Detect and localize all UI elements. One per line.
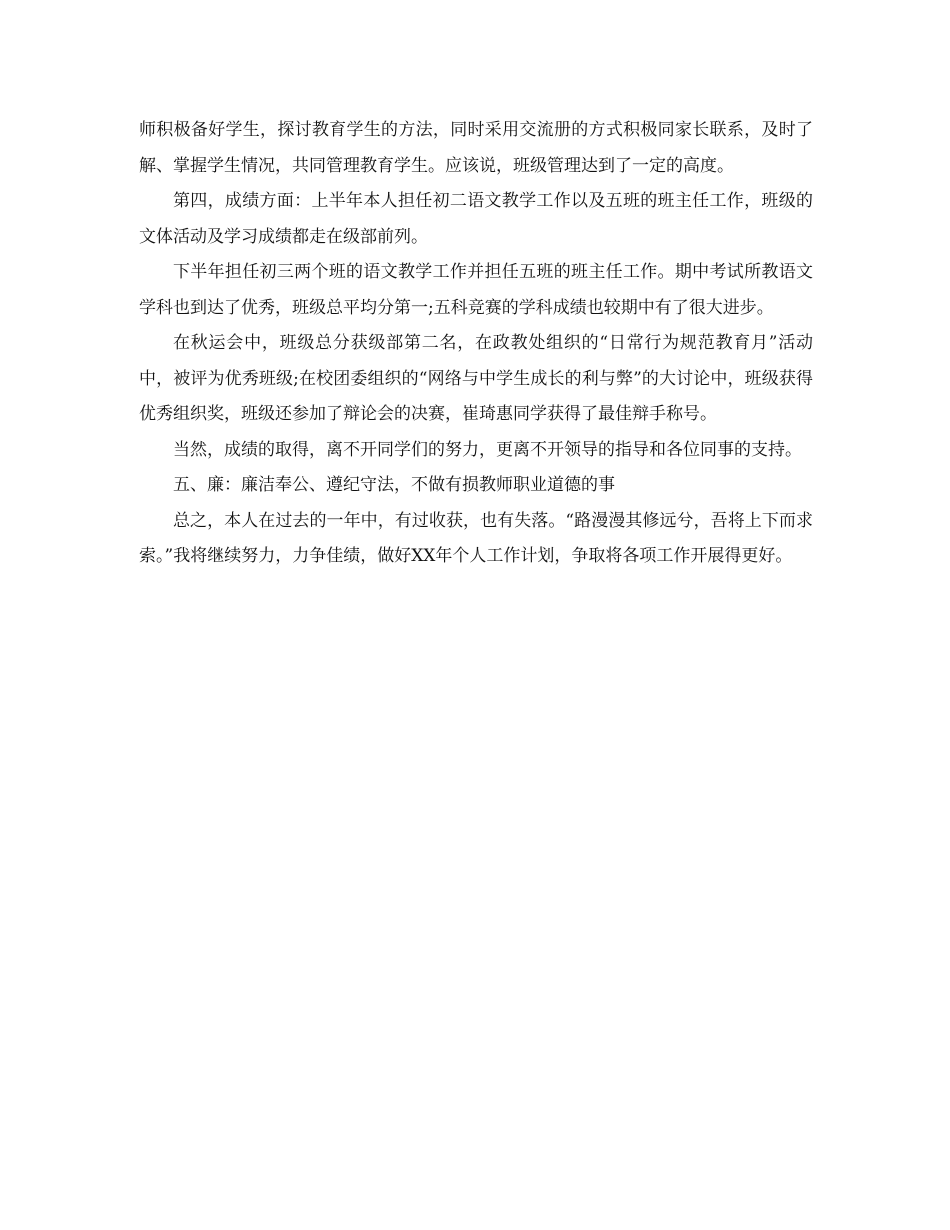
paragraph-integrity: 五、廉：廉洁奉公、遵纪守法，不做有损教师职业道德的事 xyxy=(173,475,615,495)
document-body xyxy=(139,113,813,575)
paragraph-conclusion: 总之，本人在过去的一年中，有过收获，也有失落。“路漫漫其修远兮，吾将上下而求索。”我将继续努力，力争佳绩，做好XX年个人工作计划，争取将各项工作开展得更好。 xyxy=(139,510,813,566)
paragraph-achievements-second-half: 下半年担任初三两个班的语文教学工作并担任五班的班主任工作。期中考试所教语文学科也到达了优秀，班级总平均分第一;五科竞赛的学科成绩也较期中有了很大进步。 xyxy=(139,262,813,318)
paragraph-acknowledgement: 当然，成绩的取得，离不开同学们的努力，更离不开领导的指导和各位同事的支持。 xyxy=(173,439,802,460)
paragraph-achievements-first-half: 第四，成绩方面：上半年本人担任初二语文教学工作以及五班的班主任工作，班级的文体活动及学习成绩都走在级部前列。 xyxy=(139,191,813,247)
paragraph-autumn-sports-awards: 在秋运会中，班级总分获级部第二名，在政教处组织的“日常行为规范教育月”活动中，被评为优秀班级;在校团委组织的“网络与中学生成长的利与弊”的大讨论中，班级获得优秀组织奖，班级还参加了辩论会的决赛，崔琦惠同学获得了最佳辩手称号。 xyxy=(139,333,813,424)
paragraph-class-management-continued: 师积极备好学生，探讨教育学生的方法，同时采用交流册的方式积极同家长联系，及时了解、掌握学生情况，共同管理教育学生。应该说，班级管理达到了一定的高度。 xyxy=(139,120,813,176)
